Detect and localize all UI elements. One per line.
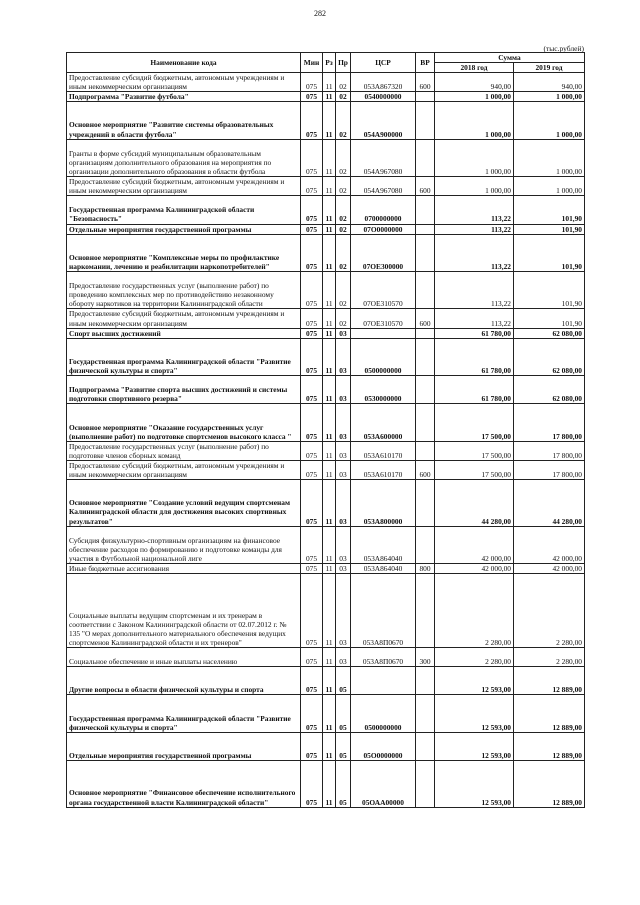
cell-pr: 03 xyxy=(336,526,351,563)
table-row xyxy=(67,92,585,102)
cell-csr xyxy=(351,667,416,695)
cell-name: Субсидия физкультурно-спортивным организациям на финансовое обеспечение расходов по формированию и подготовке команды для участия в Футбольной национальной лиге xyxy=(67,526,301,563)
cell-2019: 42 000,00 xyxy=(514,526,585,563)
cell-csr: 0700000000 xyxy=(351,196,416,224)
cell-min: 075 xyxy=(301,139,323,176)
table-row xyxy=(67,102,585,139)
cell-rz: 11 xyxy=(323,695,336,732)
cell-min: 075 xyxy=(301,272,323,309)
cell-min: 075 xyxy=(301,92,323,102)
cell-2018: 12 593,00 xyxy=(435,732,514,760)
cell-2019: 2 280,00 xyxy=(514,574,585,648)
cell-rz: 11 xyxy=(323,480,336,527)
header-name: Наименование кода xyxy=(67,53,301,73)
cell-min: 075 xyxy=(301,647,323,666)
cell-2019: 62 080,00 xyxy=(514,328,585,338)
table-row xyxy=(67,695,585,732)
cell-name: Социальные выплаты ведущим спортсменам и их тренерам в соответствии с Законом Калининградской области от 02.07.2012 г. № 135 "О мерах дополнительного материального обеспечения ведущих спортсменов Калининградской области и их тренеров" xyxy=(67,574,301,648)
cell-min: 075 xyxy=(301,732,323,760)
cell-2019: 62 080,00 xyxy=(514,376,585,404)
cell-2019: 101,90 xyxy=(514,272,585,309)
cell-2018: 42 000,00 xyxy=(435,564,514,574)
cell-name: Отдельные мероприятия государственной программы xyxy=(67,732,301,760)
table-row xyxy=(67,272,585,309)
cell-csr: 053А800000 xyxy=(351,480,416,527)
cell-min: 075 xyxy=(301,376,323,404)
cell-vr xyxy=(416,224,435,234)
cell-2019: 1 000,00 xyxy=(514,102,585,139)
cell-rz: 11 xyxy=(323,574,336,648)
cell-vr: 600 xyxy=(416,309,435,328)
cell-name: Предоставление субсидий бюджетным, автономным учреждениям и иным некоммерческим организациям xyxy=(67,177,301,196)
cell-vr xyxy=(416,196,435,224)
cell-name: Государственная программа Калининградской области "Безопасность" xyxy=(67,196,301,224)
header-csr: ЦСР xyxy=(351,53,416,73)
page-number: 282 xyxy=(314,9,326,18)
cell-2018: 17 500,00 xyxy=(435,404,514,441)
cell-min: 075 xyxy=(301,761,323,808)
cell-rz: 11 xyxy=(323,564,336,574)
cell-2019: 17 800,00 xyxy=(514,404,585,441)
table-row xyxy=(67,526,585,563)
cell-2019: 1 000,00 xyxy=(514,177,585,196)
cell-2018: 44 280,00 xyxy=(435,480,514,527)
cell-2019: 101,90 xyxy=(514,196,585,224)
cell-pr: 02 xyxy=(336,272,351,309)
cell-vr xyxy=(416,376,435,404)
cell-min: 075 xyxy=(301,309,323,328)
cell-csr: 0500000000 xyxy=(351,695,416,732)
cell-2018: 42 000,00 xyxy=(435,526,514,563)
cell-min: 075 xyxy=(301,234,323,271)
cell-min: 075 xyxy=(301,695,323,732)
cell-min: 075 xyxy=(301,441,323,460)
cell-pr: 03 xyxy=(336,376,351,404)
cell-rz: 11 xyxy=(323,328,336,338)
cell-2018: 940,00 xyxy=(435,73,514,92)
cell-csr: 053А600000 xyxy=(351,404,416,441)
cell-min: 075 xyxy=(301,574,323,648)
cell-name: Подпрограмма "Развитие спорта высших достижений и системы подготовки спортивного резерва" xyxy=(67,376,301,404)
table-row xyxy=(67,139,585,176)
cell-2019: 12 889,00 xyxy=(514,667,585,695)
cell-pr: 02 xyxy=(336,139,351,176)
cell-2018: 1 000,00 xyxy=(435,92,514,102)
cell-rz: 11 xyxy=(323,224,336,234)
cell-min: 075 xyxy=(301,102,323,139)
cell-csr: 053А864040 xyxy=(351,564,416,574)
table-row xyxy=(67,234,585,271)
cell-csr: 0530000000 xyxy=(351,376,416,404)
cell-rz: 11 xyxy=(323,376,336,404)
cell-pr: 03 xyxy=(336,441,351,460)
cell-2018: 61 780,00 xyxy=(435,338,514,375)
cell-min: 075 xyxy=(301,177,323,196)
cell-name: Государственная программа Калининградской области "Развитие физической культуры и спорта" xyxy=(67,695,301,732)
cell-2019: 12 889,00 xyxy=(514,732,585,760)
table-row xyxy=(67,480,585,527)
cell-csr: 053А8П0670 xyxy=(351,647,416,666)
cell-pr: 02 xyxy=(336,102,351,139)
cell-rz: 11 xyxy=(323,102,336,139)
cell-vr xyxy=(416,404,435,441)
table-row xyxy=(67,732,585,760)
cell-name: Основное мероприятие "Комплексные меры по профилактике наркомании, лечению и реабилитации наркопотребителей" xyxy=(67,234,301,271)
header-rz: Рз xyxy=(323,53,336,73)
cell-vr: 600 xyxy=(416,460,435,479)
cell-min: 075 xyxy=(301,480,323,527)
cell-2018: 113,22 xyxy=(435,234,514,271)
cell-2019: 42 000,00 xyxy=(514,564,585,574)
table-row xyxy=(67,328,585,338)
cell-min: 075 xyxy=(301,460,323,479)
cell-min: 075 xyxy=(301,564,323,574)
table-row xyxy=(67,667,585,695)
cell-2019: 12 889,00 xyxy=(514,761,585,808)
cell-2018: 17 500,00 xyxy=(435,441,514,460)
cell-2019: 12 889,00 xyxy=(514,695,585,732)
header-pr: Пр xyxy=(336,53,351,73)
header-2019: 2019 год xyxy=(514,63,585,73)
cell-csr: 053А864040 xyxy=(351,526,416,563)
cell-rz: 11 xyxy=(323,667,336,695)
cell-pr: 02 xyxy=(336,309,351,328)
cell-2018: 61 780,00 xyxy=(435,376,514,404)
cell-rz: 11 xyxy=(323,338,336,375)
cell-vr xyxy=(416,272,435,309)
cell-name: Иные бюджетные ассигнования xyxy=(67,564,301,574)
cell-csr: 05О0000000 xyxy=(351,732,416,760)
cell-rz: 11 xyxy=(323,732,336,760)
cell-vr xyxy=(416,732,435,760)
cell-rz: 11 xyxy=(323,272,336,309)
cell-min: 075 xyxy=(301,526,323,563)
cell-csr: 07ОЕ310570 xyxy=(351,272,416,309)
cell-pr: 03 xyxy=(336,338,351,375)
cell-2018: 113,22 xyxy=(435,196,514,224)
cell-name: Отдельные мероприятия государственной программы xyxy=(67,224,301,234)
cell-rz: 11 xyxy=(323,92,336,102)
cell-2018: 113,22 xyxy=(435,272,514,309)
cell-csr: 054А967080 xyxy=(351,177,416,196)
cell-2018: 2 280,00 xyxy=(435,647,514,666)
cell-2019: 1 000,00 xyxy=(514,92,585,102)
cell-csr: 0500000000 xyxy=(351,338,416,375)
cell-pr: 02 xyxy=(336,177,351,196)
cell-vr: 600 xyxy=(416,177,435,196)
cell-rz: 11 xyxy=(323,177,336,196)
cell-2018: 1 000,00 xyxy=(435,139,514,176)
cell-pr: 05 xyxy=(336,732,351,760)
cell-vr xyxy=(416,526,435,563)
cell-2018: 1 000,00 xyxy=(435,177,514,196)
cell-2019: 101,90 xyxy=(514,309,585,328)
table-row xyxy=(67,564,585,574)
cell-name: Основное мероприятие "Финансовое обеспечение исполнительного органа государственной власти Калининградской области" xyxy=(67,761,301,808)
cell-2018: 113,22 xyxy=(435,309,514,328)
table-body xyxy=(67,73,585,808)
cell-min: 075 xyxy=(301,328,323,338)
cell-2019: 940,00 xyxy=(514,73,585,92)
cell-rz: 11 xyxy=(323,139,336,176)
cell-rz: 11 xyxy=(323,73,336,92)
cell-2019: 1 000,00 xyxy=(514,139,585,176)
units-label: (тыс.рублей) xyxy=(543,44,584,53)
cell-csr: 053А867320 xyxy=(351,73,416,92)
cell-pr: 02 xyxy=(336,73,351,92)
cell-csr: 07ОЕ300000 xyxy=(351,234,416,271)
cell-rz: 11 xyxy=(323,460,336,479)
cell-pr: 02 xyxy=(336,234,351,271)
table-row xyxy=(67,196,585,224)
cell-2019: 62 080,00 xyxy=(514,338,585,375)
table-row xyxy=(67,441,585,460)
cell-rz: 11 xyxy=(323,647,336,666)
table-row xyxy=(67,404,585,441)
cell-vr xyxy=(416,667,435,695)
cell-vr: 600 xyxy=(416,73,435,92)
cell-csr: 053А610170 xyxy=(351,441,416,460)
budget-table xyxy=(66,52,585,808)
cell-rz: 11 xyxy=(323,526,336,563)
cell-vr xyxy=(416,338,435,375)
cell-pr: 03 xyxy=(336,574,351,648)
cell-min: 075 xyxy=(301,73,323,92)
cell-vr xyxy=(416,480,435,527)
cell-rz: 11 xyxy=(323,309,336,328)
table-row xyxy=(67,177,585,196)
cell-2019: 44 280,00 xyxy=(514,480,585,527)
cell-2019: 101,90 xyxy=(514,224,585,234)
cell-vr xyxy=(416,139,435,176)
table-row xyxy=(67,73,585,92)
cell-pr: 03 xyxy=(336,564,351,574)
cell-pr: 03 xyxy=(336,328,351,338)
cell-name: Другие вопросы в области физической культуры и спорта xyxy=(67,667,301,695)
cell-name: Предоставление государственных услуг (выполнение работ) по подготовке членов сборных команд xyxy=(67,441,301,460)
cell-vr xyxy=(416,328,435,338)
cell-name: Социальное обеспечение и иные выплаты населению xyxy=(67,647,301,666)
cell-2018: 113,22 xyxy=(435,224,514,234)
cell-pr: 03 xyxy=(336,647,351,666)
cell-min: 075 xyxy=(301,338,323,375)
cell-pr: 05 xyxy=(336,667,351,695)
cell-rz: 11 xyxy=(323,441,336,460)
cell-2018: 17 500,00 xyxy=(435,460,514,479)
cell-2019: 17 800,00 xyxy=(514,460,585,479)
cell-2018: 12 593,00 xyxy=(435,667,514,695)
cell-min: 075 xyxy=(301,196,323,224)
cell-pr: 02 xyxy=(336,224,351,234)
cell-2018: 61 780,00 xyxy=(435,328,514,338)
cell-vr xyxy=(416,761,435,808)
cell-min: 075 xyxy=(301,667,323,695)
table-row xyxy=(67,761,585,808)
table-row xyxy=(67,338,585,375)
cell-name: Спорт высших достижений xyxy=(67,328,301,338)
cell-min: 075 xyxy=(301,224,323,234)
cell-rz: 11 xyxy=(323,234,336,271)
cell-name: Гранты в форме субсидий муниципальным образовательным организациям дополнительного образования на мероприятия по организации дополнительного образования в области футбола xyxy=(67,139,301,176)
cell-pr: 05 xyxy=(336,761,351,808)
cell-2018: 1 000,00 xyxy=(435,102,514,139)
cell-csr: 07О0000000 xyxy=(351,224,416,234)
cell-csr xyxy=(351,328,416,338)
cell-name: Предоставление субсидий бюджетным, автономным учреждениям и иным некоммерческим организациям xyxy=(67,460,301,479)
cell-pr: 02 xyxy=(336,92,351,102)
cell-min: 075 xyxy=(301,404,323,441)
cell-vr: 300 xyxy=(416,647,435,666)
cell-csr: 0540000000 xyxy=(351,92,416,102)
cell-csr: 054А900000 xyxy=(351,102,416,139)
cell-2019: 17 800,00 xyxy=(514,441,585,460)
cell-vr xyxy=(416,695,435,732)
table-row xyxy=(67,460,585,479)
cell-pr: 05 xyxy=(336,695,351,732)
table-row xyxy=(67,647,585,666)
table-row xyxy=(67,376,585,404)
cell-csr: 05ОАА00000 xyxy=(351,761,416,808)
table-row xyxy=(67,309,585,328)
cell-rz: 11 xyxy=(323,404,336,441)
header-sum: Сумма xyxy=(435,53,585,63)
header-min: Мин xyxy=(301,53,323,73)
cell-name: Основное мероприятие "Создание условий ведущим спортсменам Калининградской области для достижения высоких спортивных результатов" xyxy=(67,480,301,527)
cell-pr: 03 xyxy=(336,404,351,441)
cell-csr: 07ОЕ310570 xyxy=(351,309,416,328)
cell-pr: 03 xyxy=(336,480,351,527)
table-row xyxy=(67,574,585,648)
cell-name: Подпрограмма "Развитие футбола" xyxy=(67,92,301,102)
cell-vr xyxy=(416,102,435,139)
cell-rz: 11 xyxy=(323,196,336,224)
cell-vr xyxy=(416,234,435,271)
cell-csr: 054А967080 xyxy=(351,139,416,176)
cell-name: Государственная программа Калининградской области "Развитие физической культуры и спорта" xyxy=(67,338,301,375)
cell-vr xyxy=(416,441,435,460)
cell-name: Предоставление субсидий бюджетным, автономным учреждениям и иным некоммерческим организациям xyxy=(67,73,301,92)
cell-csr: 053А610170 xyxy=(351,460,416,479)
cell-name: Предоставление государственных услуг (выполнение работ) по проведению комплексных мер по противодействию незаконному обороту наркотиков на территории Калининградской области xyxy=(67,272,301,309)
cell-vr xyxy=(416,92,435,102)
header-vr: ВР xyxy=(416,53,435,73)
cell-pr: 03 xyxy=(336,460,351,479)
cell-csr: 053А8П0670 xyxy=(351,574,416,648)
cell-vr: 800 xyxy=(416,564,435,574)
cell-name: Основное мероприятие "Развитие системы образовательных учреждений в области футбола" xyxy=(67,102,301,139)
cell-2018: 2 280,00 xyxy=(435,574,514,648)
cell-2019: 2 280,00 xyxy=(514,647,585,666)
cell-rz: 11 xyxy=(323,761,336,808)
cell-2019: 101,90 xyxy=(514,234,585,271)
cell-name: Основное мероприятие "Оказание государственных услуг (выполнение работ) по подготовке спортсменов высокого класса " xyxy=(67,404,301,441)
cell-name: Предоставление субсидий бюджетным, автономным учреждениям и иным некоммерческим организациям xyxy=(67,309,301,328)
cell-2018: 12 593,00 xyxy=(435,695,514,732)
header-2018: 2018 год xyxy=(435,63,514,73)
cell-pr: 02 xyxy=(336,196,351,224)
table-row xyxy=(67,224,585,234)
cell-vr xyxy=(416,574,435,648)
cell-2018: 12 593,00 xyxy=(435,761,514,808)
